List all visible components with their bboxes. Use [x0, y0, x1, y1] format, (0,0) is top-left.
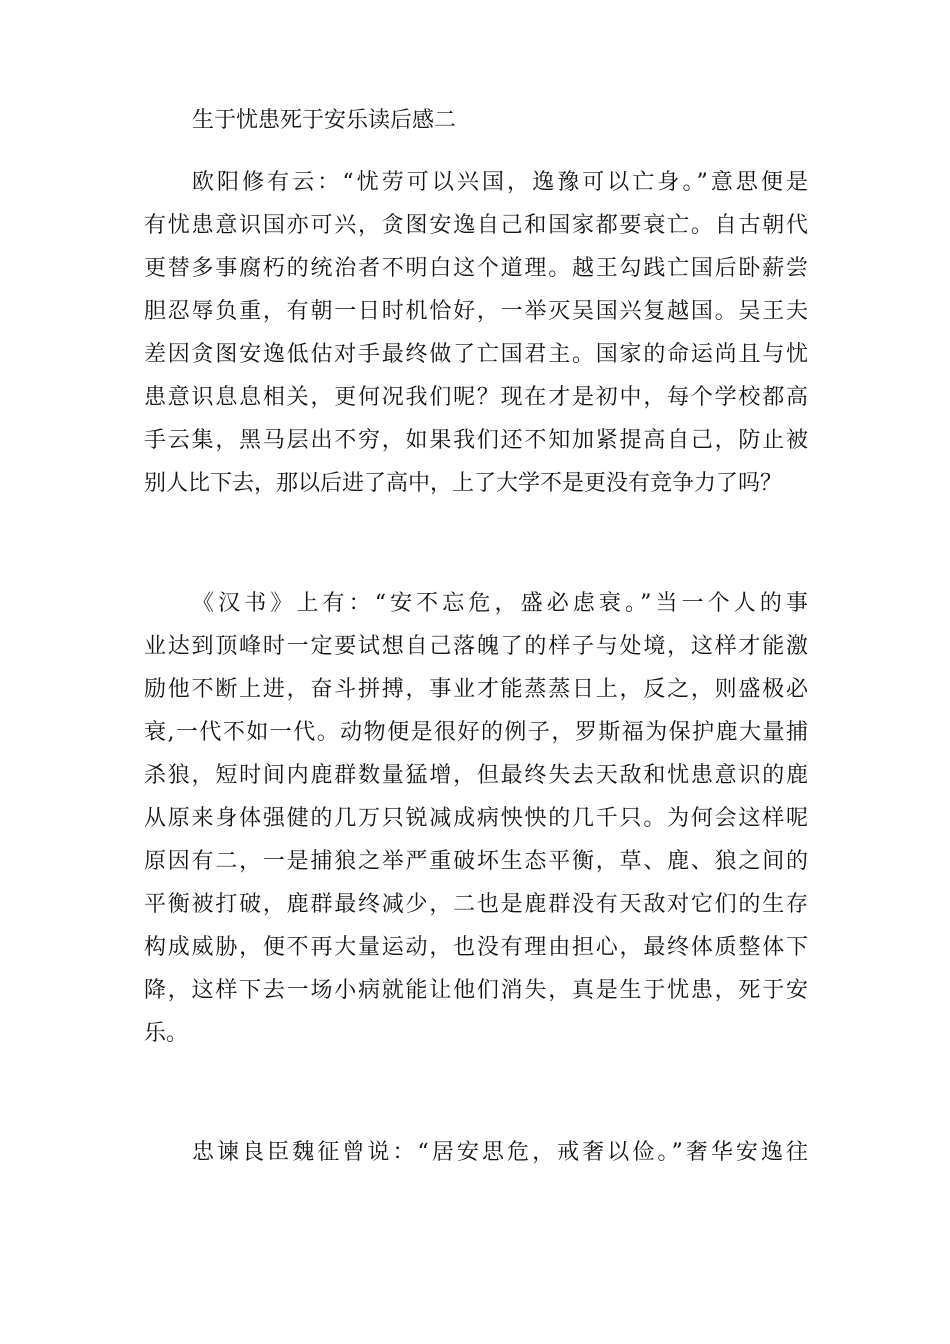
document-title: 生于忧患死于安乐读后感二	[192, 108, 457, 133]
paragraph-line: 更替多事腐朽的统治者不明白这个道理。越王勾践亡国后卧薪尝	[144, 256, 808, 281]
paragraph-line: 原因有二，一是捕狼之举严重破坏生态平衡，草、鹿、狼之间的	[144, 849, 808, 874]
paragraph-line: 忠谏良臣魏征曾说：“居安思危，戒奢以俭。”奢华安逸往	[192, 1140, 808, 1165]
paragraph-line: 构成威胁，便不再大量运动，也没有理由担心，最终体质整体下	[144, 935, 808, 960]
paragraph-line: 平衡被打破，鹿群最终减少，二也是鹿群没有天敌对它们的生存	[144, 892, 808, 917]
paragraph-line: 欧阳修有云：“忧劳可以兴国，逸豫可以亡身。”意思便是	[192, 170, 808, 195]
paragraph-line: 患意识息息相关，更何况我们呢？现在才是初中，每个学校都高	[144, 385, 808, 410]
paragraph-line: 衰,一代不如一代。动物便是很好的例子，罗斯福为保护鹿大量捕	[144, 720, 808, 745]
paragraph-line: 从原来身体强健的几万只锐减成病怏怏的几千只。为何会这样呢	[144, 806, 808, 831]
paragraph-line: 乐。	[144, 1021, 189, 1046]
paragraph-line: 励他不断上进，奋斗拼搏，事业才能蒸蒸日上，反之，则盛极必	[144, 677, 808, 702]
paragraph-line: 业达到顶峰时一定要试想自己落魄了的样子与处境，这样才能激	[144, 634, 808, 659]
paragraph-line: 手云集，黑马层出不穷，如果我们还不知加紧提高自己，防止被	[144, 428, 808, 453]
paragraph-line: 差因贪图安逸低估对手最终做了亡国君主。国家的命运尚且与忧	[144, 342, 808, 367]
paragraph-line: 有忧患意识国亦可兴，贪图安逸自己和国家都要衰亡。自古朝代	[144, 213, 808, 238]
paragraph-line: 别人比下去，那以后进了高中，上了大学不是更没有竞争力了吗？	[144, 471, 783, 496]
paragraph-1	[144, 161, 808, 505]
paragraph-line: 降，这样下去一场小病就能让他们消失，真是生于忧患，死于安	[144, 978, 808, 1003]
paragraph-2	[144, 582, 808, 1055]
paragraph-3	[144, 1131, 808, 1174]
paragraph-line: 胆忍辱负重，有朝一日时机恰好，一举灭吴国兴复越国。吴王夫	[144, 299, 808, 324]
paragraph-line: 《汉书》上有：“安不忘危，盛必虑衰。”当一个人的事	[192, 591, 808, 616]
paragraph-line: 杀狼，短时间内鹿群数量猛增，但最终失去天敌和忧患意识的鹿	[144, 763, 808, 788]
